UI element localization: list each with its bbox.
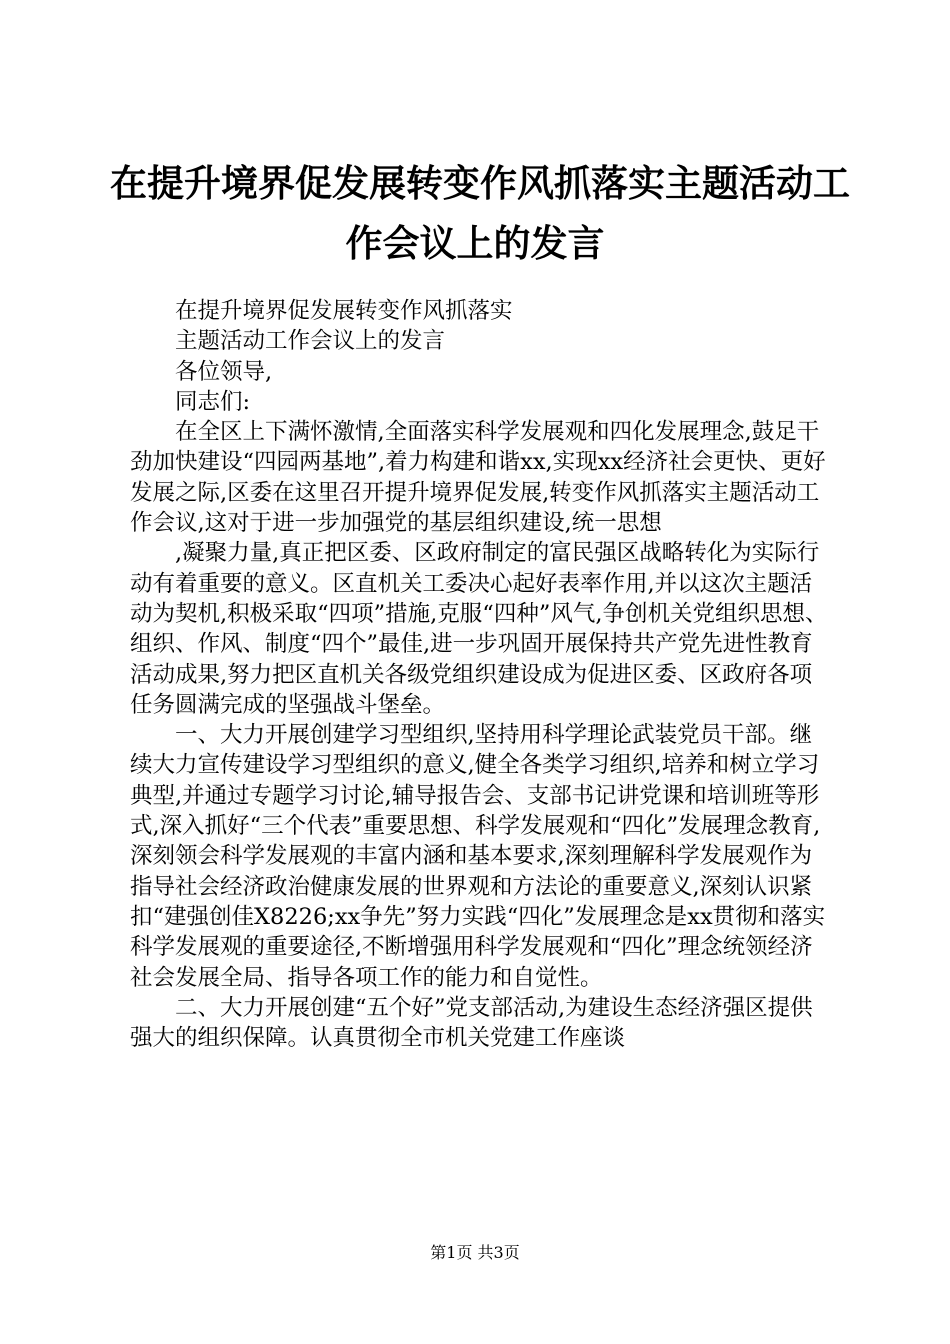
body-paragraph: 一、大力开展创建学习型组织,坚持用科学理论武装党员干部。继续大力宣传建设学习型组织的意义,健全各类学习组织,培养和树立学习典型,并通过专题学习讨论,辅导报告会、支部书记讲党课和培训班等形式,深入抓好“三个代表”重要思想、科学发展观和“四化”发展理念教育,深刻领会科学发展观的丰富内涵和基本要求,深刻理解科学发展观作为指导社会经济政治健康发展的世界观和方法论的重要意义,深刻认识紧扣“建强创佳X8226;xx争先”努力实践“四化”发展理念是xx贯彻和落实科学发展观的重要途径,不断增强用科学发展观和“四化”理念统领经济社会发展全局、指导各项工作的能力和自觉性。 xyxy=(130,722,826,991)
body-paragraph-heading-2: 主题活动工作会议上的发言 xyxy=(175,328,446,355)
document-title-line-2: 作会议上的发言 xyxy=(345,221,605,265)
body-paragraph-salutation-2: 同志们: xyxy=(175,388,251,415)
document-body xyxy=(130,296,830,1053)
body-paragraph-salutation-1: 各位领导, xyxy=(175,358,273,385)
body-paragraph: 在全区上下满怀激情,全面落实科学发展观和四化发展理念,鼓足干劲加快建设“四园两基地”,着力构建和谐xx,实现xx经济社会更快、更好发展之际,区委在这里召开提升境界促发展,转变作风抓落实主题活动工作会议,这对于进一步加强党的基层组织建设,统一思想 xyxy=(130,419,826,537)
page-footer: 第1页 共3页 xyxy=(430,1243,520,1262)
body-paragraph: ,凝聚力量,真正把区委、区政府制定的富民强区战略转化为实际行动有着重要的意义。区直机关工委决心起好表率作用,并以这次主题活动为契机,积极采取“四项”措施,克服“四种”风气,争创机关党组织思想、组织、作风、制度“四个”最佳,进一步巩固开展保持共产党先进性教育活动成果,努力把区直机关各级党组织建设成为促进区委、区政府各项任务圆满完成的坚强战斗堡垒。 xyxy=(130,540,828,718)
body-paragraph: 二、大力开展创建“五个好”党支部活动,为建设生态经济强区提供强大的组织保障。认真贯彻全市机关党建工作座谈 xyxy=(130,994,813,1052)
body-paragraph-heading-1: 在提升境界促发展转变作风抓落实 xyxy=(175,298,513,324)
document-title-line-1: 在提升境界促发展转变作风抓落实主题活动工 xyxy=(110,161,850,205)
